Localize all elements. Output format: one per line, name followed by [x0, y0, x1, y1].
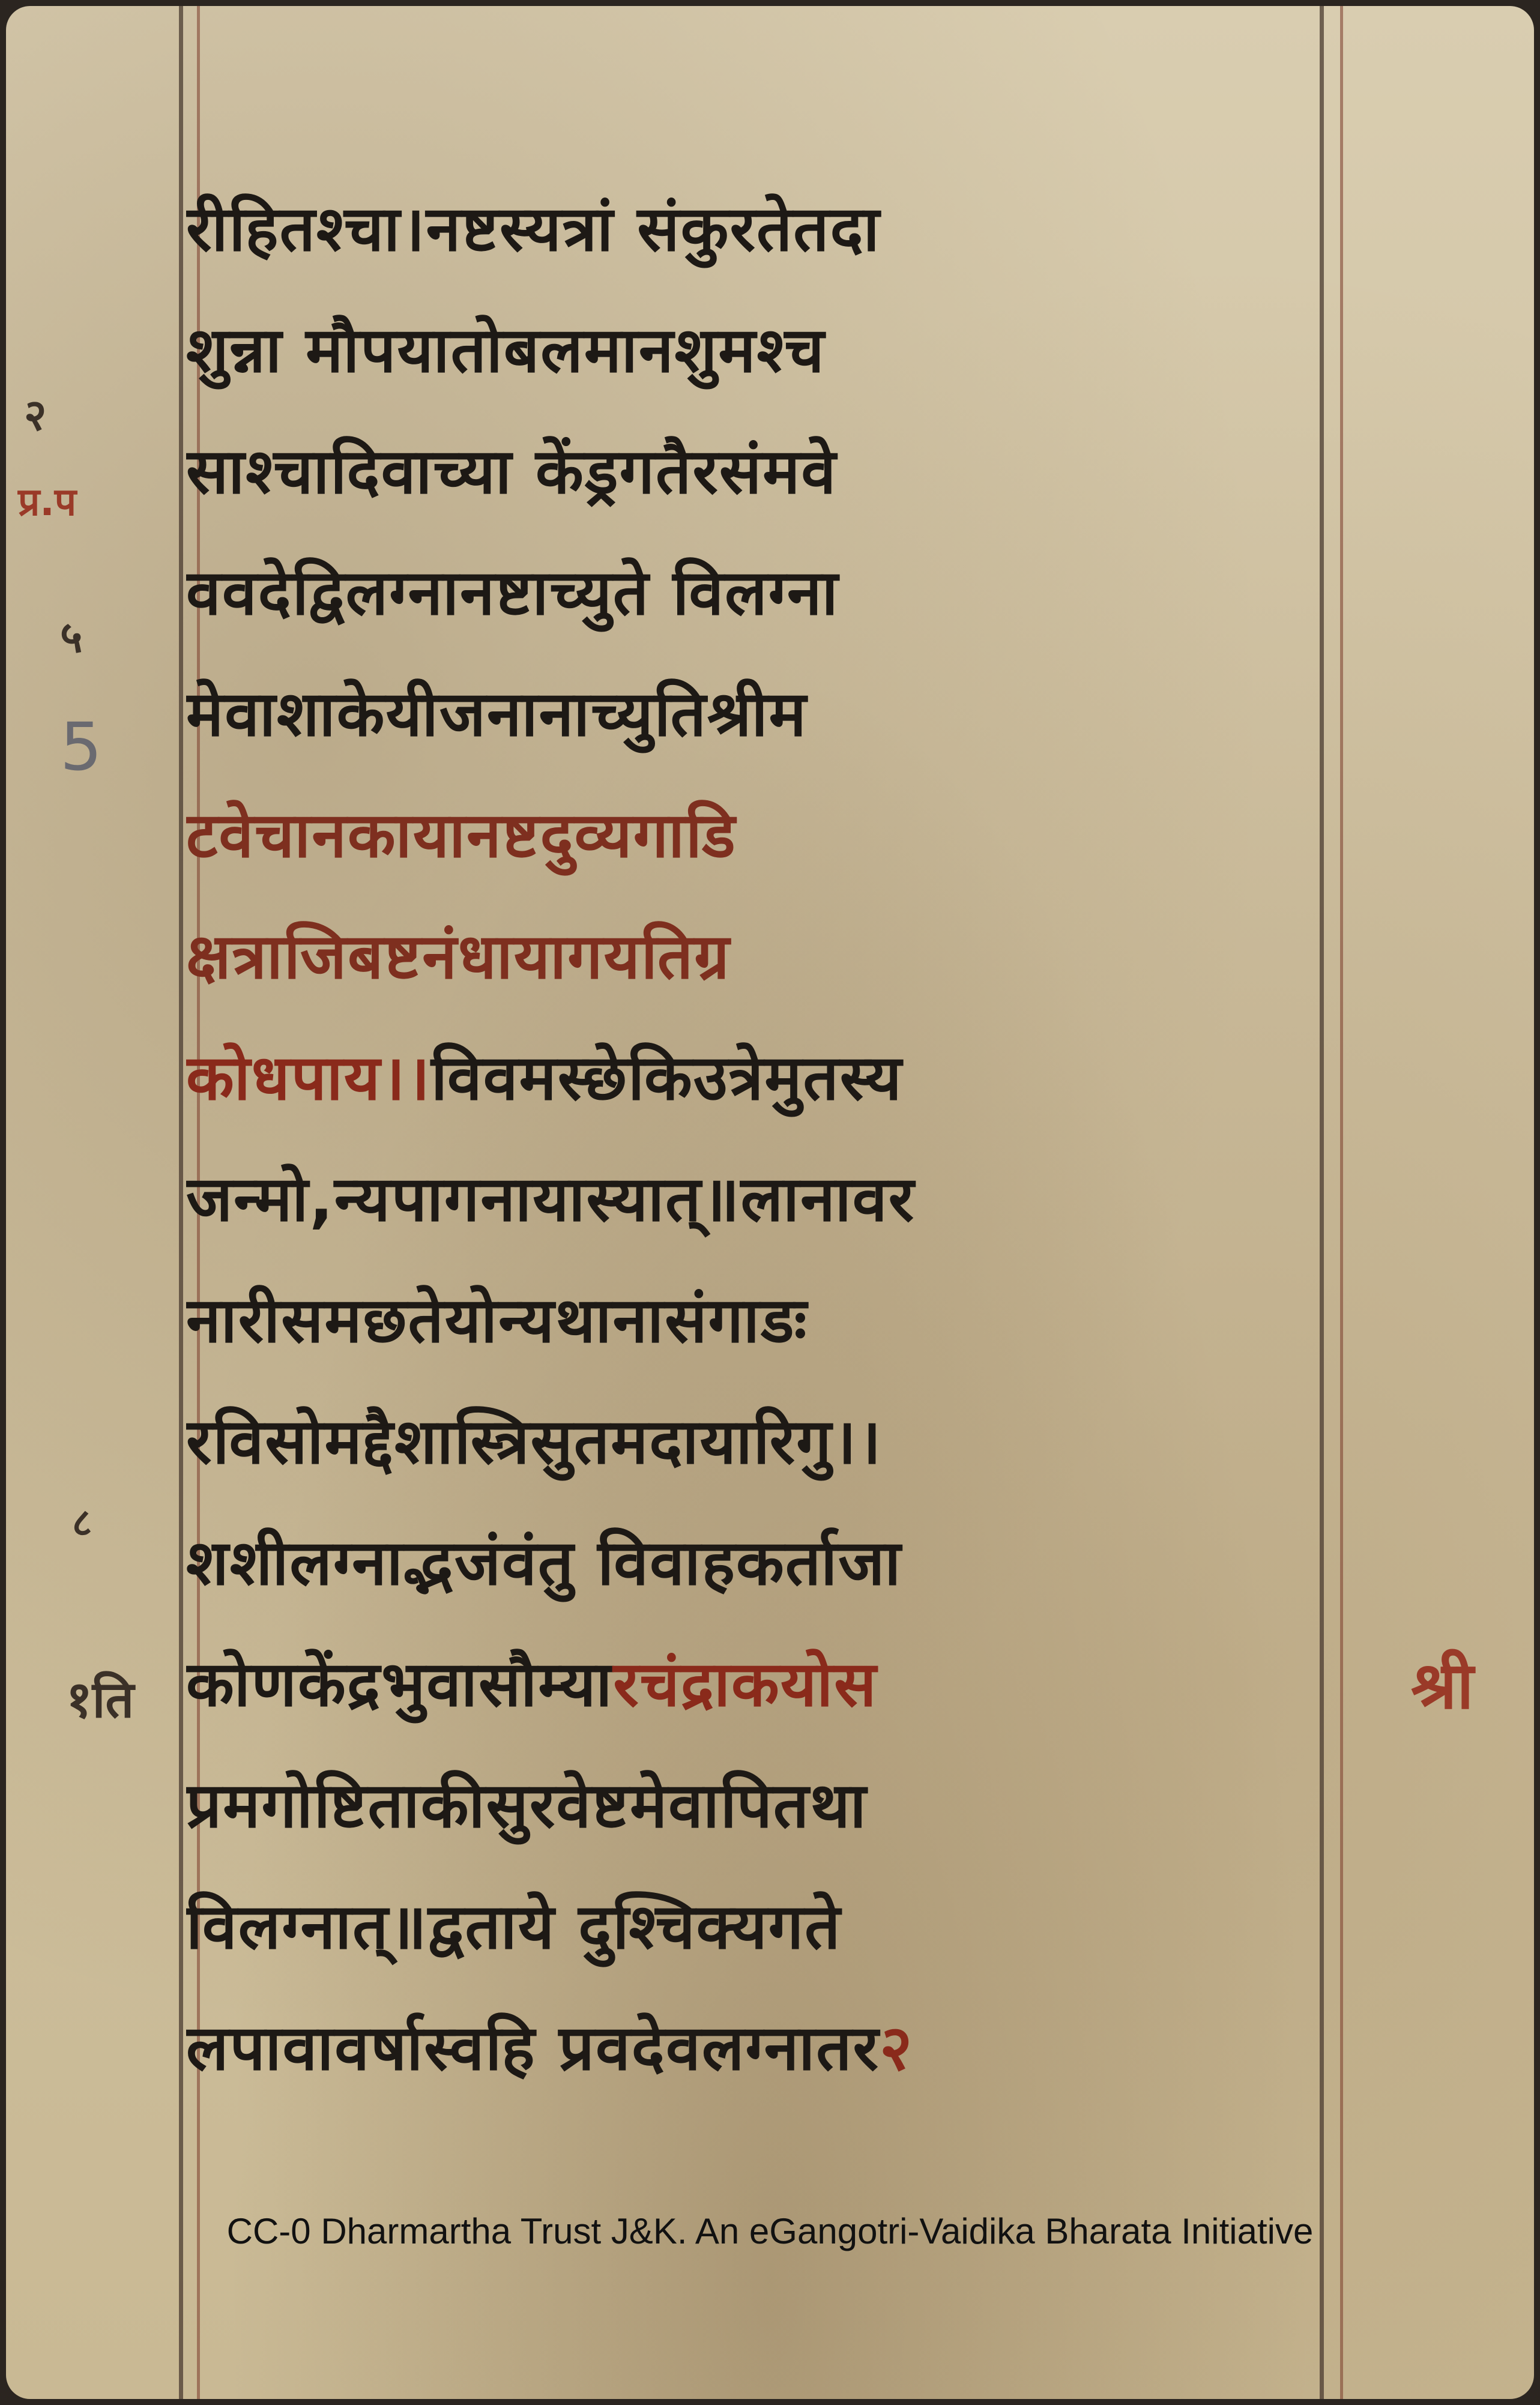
manuscript-line-red: टवेचानकायानष्टदुव्यगाडि [186, 798, 737, 872]
manuscript-line-mixed [186, 1623, 1357, 1745]
manuscript-line: जन्मो,न्यपागनायास्यात्॥लानावर [186, 1162, 916, 1236]
manuscript-line: रीहितश्चा।नष्टस्यत्रां संकुरतेतदा [186, 192, 881, 265]
margin-note-3: ५ [60, 612, 83, 662]
margin-note-4: 5 [60, 708, 102, 785]
manuscript-line: ववदेद्विलग्नानष्टाच्युते विलग्ना [186, 556, 839, 629]
manuscript-line-red: क्षत्राजिबष्टनंधायागयतिग्र [186, 920, 731, 993]
manuscript-line: शुन्ना मौपयातोबलमानशुमश्च [186, 313, 826, 387]
manuscript-line: साश्चादिवाच्या केंड्रगतैरसंमवे [186, 435, 838, 508]
margin-note-1: २ [24, 390, 47, 440]
line-text: लपावावर्षास्वहि प्रवदेवलग्नातर [186, 2011, 880, 2084]
manuscript-page [6, 6, 1534, 2399]
red-ink-segment: रचंद्राकयोस [613, 1647, 878, 1721]
manuscript-line: रविसोमद्दैशास्त्रिसुतमदायारिगु।। [186, 1405, 883, 1478]
page-number: २ [880, 2011, 914, 2084]
manuscript-line: मेवाशाकेयीजनानाच्युतिश्रीम [186, 677, 808, 750]
left-margin-rule [179, 6, 183, 2399]
black-ink-segment: विवमस्छेकिउत्रेमुतस्य [430, 1041, 903, 1114]
margin-note-2: प्र.प [18, 480, 77, 525]
manuscript-line [186, 1987, 1357, 2108]
red-ink-segment: कोधपाय।। [186, 1041, 431, 1114]
manuscript-line: नारीसमछतेयोन्यथानासंगाडः [186, 1284, 808, 1357]
margin-note-5: ८ [72, 1501, 92, 1545]
manuscript-line: प्रमगोष्टिताकीसुरवेष्टमेवापितथा [186, 1769, 868, 1842]
margin-note-6: १ति [66, 1670, 134, 1729]
manuscript-line-mixed [186, 1017, 1357, 1138]
watermark-credit: CC-0 Dharmartha Trust J&K. An eGangotri-Vaidika Bharata Initiative [226, 2211, 1314, 2251]
manuscript-line: शशीलग्नाद्भजंवंतु विवाहकर्ताजा [186, 1526, 902, 1599]
manuscript-text [186, 168, 1357, 2108]
margin-note-right: श्री [1411, 1649, 1474, 1724]
black-ink-segment: कोणकेंद्रभुवासौम्या [186, 1647, 614, 1721]
manuscript-line: विलग्नात्॥द्वताये दुश्चिक्यगते [186, 1890, 842, 1963]
